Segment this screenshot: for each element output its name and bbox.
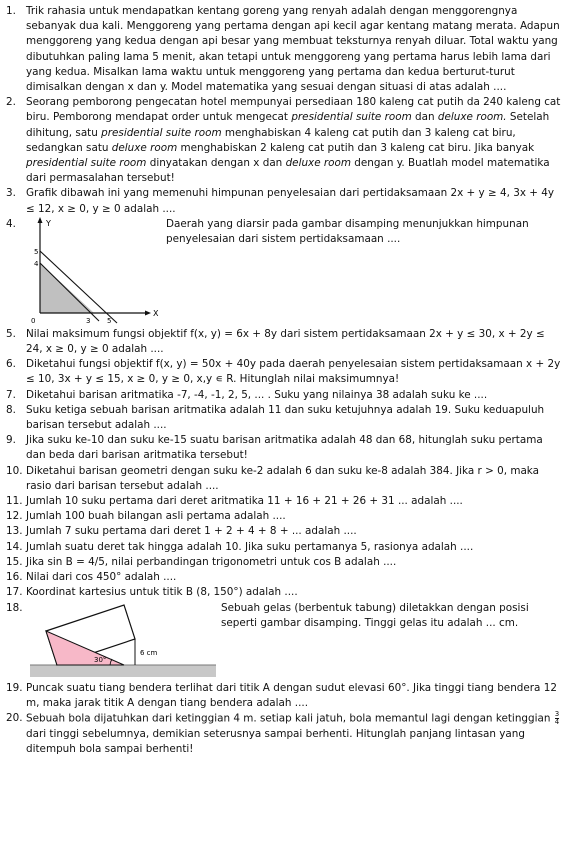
question-text: Koordinat kartesius untuk titik B (8, 150°) adalah .... (26, 586, 298, 599)
question-text: Diketahui barisan aritmatika -7, -4, -1, 2, 5, ... . Suku yang nilainya 38 adalah suku ke .... (26, 388, 488, 401)
tick-x-5: 5 (107, 316, 112, 325)
question-number: 10. (6, 464, 23, 477)
question-number: 11. (6, 495, 23, 508)
question-number: 4. (6, 217, 16, 230)
question-number: 14. (6, 540, 23, 553)
region-graph (26, 217, 166, 327)
text-part: dan (411, 111, 438, 124)
question-2 (6, 95, 563, 186)
question-text: Jumlah 7 suku pertama dari deret 1 + 2 + 4 + 8 + ... adalah .... (26, 525, 357, 538)
question-number: 12. (6, 510, 23, 523)
text-part: menghabiskan 2 kaleng cat putih dan 3 kaleng cat biru. Jika banyak (177, 141, 535, 154)
question-5 (6, 327, 563, 357)
question-text: Nilai dari cos 450° adalah .... (26, 571, 177, 584)
question-text: Diketahui fungsi objektif f(x, y) = 50x + 40y pada daerah penyelesaian sistem pertidaksamaan x + 2y ≤ 10, 3x + y ≤ 15, x ≥ 0, y ≥ 0, x,y ∊ R. Hitunglah nilai maksimumnya! (26, 358, 561, 386)
italic-term: deluxe room. (437, 111, 507, 124)
text-part: dari tinggi sebelumnya, demikian seterusnya sampai berhenti. Hitunglah panjang lintasan yang ditempuh bola sampai berhenti! (26, 727, 525, 755)
question-text (26, 95, 563, 186)
question-text: Sebuah gelas (berbentuk tabung) diletakkan dengan posisi seperti gambar disamping. Tinggi gelas itu adalah ... cm. (221, 601, 529, 629)
tilted-glass-svg (26, 601, 221, 681)
tick-y-4: 4 (34, 259, 39, 268)
question-6 (6, 357, 563, 387)
italic-term: presidential suite room (291, 111, 412, 124)
question-text: Puncak suatu tiang bendera terlihat dari titik A dengan sudut elevasi 60°. Jika tinggi tiang bendera 12 m, maka jarak titik A dengan tiang bendera adalah .... (26, 681, 557, 709)
question-18 (6, 601, 563, 681)
question-text: Jika suku ke-10 dan suku ke-15 suatu barisan aritmatika adalah 48 dan 68, hitunglah suku pertama dan beda dari barisan aritmatika tersebut! (26, 434, 543, 462)
question-text: Jumlah 100 buah bilangan asli pertama adalah .... (26, 510, 286, 523)
x-axis-label: X (153, 308, 159, 318)
question-text: Jumlah 10 suku pertama dari deret aritmatika 11 + 16 + 21 + 26 + 31 ... adalah .... (26, 495, 463, 508)
ground (30, 665, 216, 677)
origin-label: 0 (31, 316, 36, 325)
question-9 (6, 433, 563, 463)
question-number: 7. (6, 388, 16, 401)
question-8 (6, 403, 563, 433)
text-part: Setelah dihitung, satu (26, 111, 550, 139)
question-number: 16. (6, 571, 23, 584)
question-number: 13. (6, 525, 23, 538)
question-text: Nilai maksimum fungsi objektif f(x, y) = 6x + 8y dari sistem pertidaksamaan 2x + y ≤ 30, x + 2y ≤ 24, x ≥ 0, y ≥ 0 adalah .... (26, 327, 545, 356)
question-12 (6, 509, 563, 524)
italic-term: presidential suite room (26, 157, 147, 170)
question-number: 15. (6, 555, 23, 568)
question-number: 19. (6, 681, 23, 694)
text-part: dinyatakan dengan x dan (146, 157, 286, 170)
question-number: 1. (6, 5, 16, 17)
question-text: Jika sin B = 4/5, nilai perbandingan trigonometri untuk cos B adalah .... (26, 555, 397, 568)
question-text (26, 711, 563, 757)
text-part: Sebuah bola dijatuhkan dari ketinggian 4 m. setiap kali jatuh, bola memantul lagi dengan ketinggian (26, 712, 554, 725)
question-text: Daerah yang diarsir pada gambar disamping menunjukkan himpunan penyelesaian dari sistem pertidaksamaan .... (166, 217, 529, 246)
question-19 (6, 681, 563, 711)
question-14 (6, 540, 563, 555)
tilted-glass-figure (26, 601, 221, 681)
question-number: 18. (6, 601, 23, 614)
text-part: dengan y. Buatlah model matematika dari permasalahan tersebut! (26, 157, 550, 185)
text-part: menghabiskan 4 kaleng cat putih dan 3 kaleng cat biru, sedangkan satu (26, 126, 516, 154)
question-number: 3. (6, 187, 16, 200)
question-number: 8. (6, 403, 16, 416)
region-graph-svg (26, 217, 166, 327)
question-text: Jumlah suatu deret tak hingga adalah 10. Jika suku pertamanya 5, rasionya adalah .... (26, 540, 474, 553)
question-11 (6, 494, 563, 509)
italic-term: deluxe room (285, 157, 351, 170)
question-15 (6, 555, 563, 570)
question-13 (6, 524, 563, 539)
question-20 (6, 711, 563, 757)
text-part: Seorang pemborong pengecatan hotel mempunyai persediaan 180 kaleng cat putih da 240 kaleng cat biru. Pemborong mendapat order untuk mengecat (26, 96, 561, 124)
question-7 (6, 388, 563, 403)
angle-label: 30° (94, 655, 107, 664)
question-number: 6. (6, 358, 16, 371)
fraction-denominator: 4 (554, 717, 560, 726)
question-number: 2. (6, 96, 16, 109)
italic-term: presidential suite room (101, 126, 222, 139)
question-number: 5. (6, 327, 16, 340)
question-text: Diketahui barisan geometri dengan suku ke-2 adalah 6 dan suku ke-8 adalah 384. Jika r > 0, maka rasio dari barisan tersebut adalah .... (26, 464, 540, 492)
question-text: Suku ketiga sebuah barisan aritmatika adalah 11 dan suku ketujuhnya adalah 19. Suku keduapuluh barisan tersebut adalah .... (26, 403, 545, 432)
question-1 (6, 4, 563, 95)
question-4 (6, 217, 563, 327)
question-number: 9. (6, 434, 16, 447)
y-arrow-icon (38, 217, 43, 223)
side-length-label: 6 cm (140, 648, 158, 657)
x-arrow-icon (145, 310, 151, 315)
question-3 (6, 186, 563, 216)
fraction (555, 711, 559, 726)
tick-y-5: 5 (34, 247, 39, 256)
question-number: 20. (6, 711, 23, 724)
y-axis-label: Y (46, 218, 51, 228)
question-16 (6, 570, 563, 585)
question-10 (6, 464, 563, 494)
question-number: 17. (6, 586, 23, 599)
question-text: Trik rahasia untuk mendapatkan kentang goreng yang renyah adalah dengan menggorengnya sebanyak dua kali. Menggoreng yang pertama dengan api kecil agar kentang matang merata. Adapun menggoreng yang kedua dengan api besar yang membuat teksturnya renyah diluar. Total waktu yang dibutuhkan paling lama 5 menit, akan tetapi untuk menggoreng yang pertama harus lebih lama dari yang kedua. Misalkan lama waktu untuk menggoreng yang pertama dan kedua berturut-turut dimisalkan dengan x dan y. Model matematika yang sesuai dengan situasi di atas adalah .... (26, 5, 560, 94)
italic-term: deluxe room (111, 141, 178, 154)
fraction-numerator: 3 (554, 709, 560, 718)
tick-x-3: 3 (86, 316, 91, 325)
question-17 (6, 585, 563, 600)
question-text: Grafik dibawah ini yang memenuhi himpunan penyelesaian dari pertidaksamaan 2x + y ≥ 4, 3x + 4y ≤ 12, x ≥ 0, y ≥ 0 adalah .... (26, 187, 555, 215)
